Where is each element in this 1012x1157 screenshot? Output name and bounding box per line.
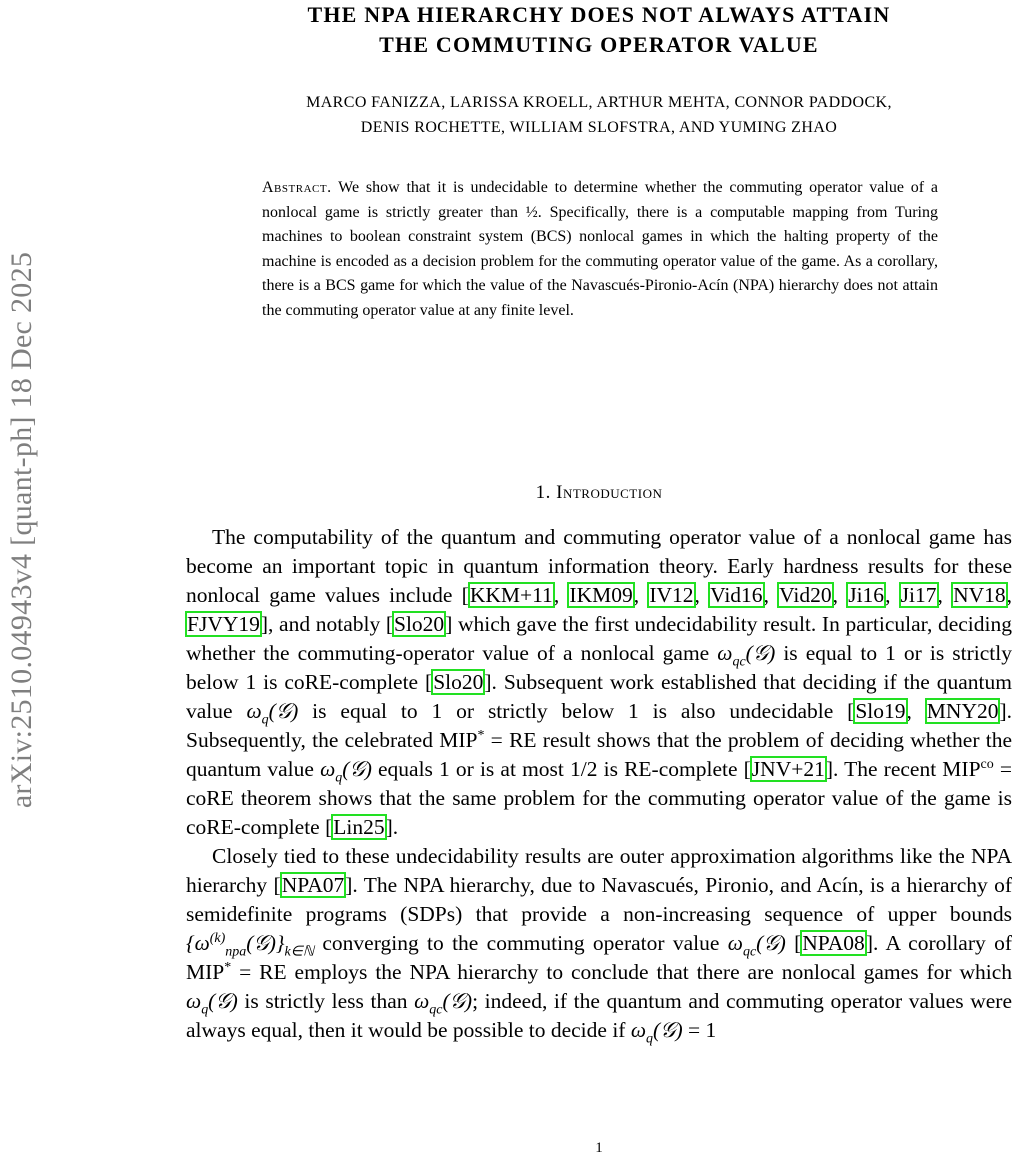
citation-vid16[interactable]: Vid16 (710, 583, 763, 607)
citation-slo20-2[interactable]: Slo20 (433, 670, 484, 694)
citation-fjvy19[interactable]: FJVY19 (187, 612, 260, 636)
author-line-2: DENIS ROCHETTE, WILLIAM SLOFSTRA, AND YUMING ZHAO (360, 119, 838, 136)
abstract (262, 176, 938, 323)
paper-title-line-1: THE NPA HIERARCHY DOES NOT ALWAYS ATTAIN (307, 2, 891, 27)
citation-nv18[interactable]: NV18 (953, 583, 1006, 607)
citation-npa08[interactable]: NPA08 (802, 931, 865, 955)
citation-slo19[interactable]: Slo19 (855, 699, 906, 723)
introduction-body (186, 523, 1012, 1045)
citation-iv12[interactable]: IV12 (649, 583, 694, 607)
section-number: 1. (535, 482, 551, 503)
author-list (186, 90, 1012, 140)
citation-mny20[interactable]: MNY20 (926, 699, 999, 723)
citation-ji16[interactable]: Ji16 (848, 583, 885, 607)
citation-slo20[interactable]: Slo20 (394, 612, 445, 636)
citation-kkm11[interactable]: KKM+11 (469, 583, 553, 607)
paper-title-line-2: THE COMMUTING OPERATOR VALUE (379, 32, 819, 57)
paragraph-2: Closely tied to these undecidability results are outer approximation algorithms like the NPA hierarchy [NPA07]. The NPA hierarchy, due to Navascués, Pironio, and Acín, is a hierarchy of semidefinite programs (SDPs) that provide a non-increasing sequence of upper bounds $\{\omega^{(k)}_{npa}(𝒢)\}_{k\in ℕ}$ converging to the commuting operator value $\omega_{qc}(𝒢)$ [NPA08]. A corollary of MIP* = RE employs the NPA hierarchy to conclude that there are nonlocal games for which $\omega_q(𝒢)$ is strictly less than $\omega_{qc}(𝒢)$; indeed, if the quantum and commuting operator values were always equal, then it would be possible to decide if $\omega_q(𝒢) = 1$ (186, 844, 1012, 1047)
abstract-text: We show that it is undecidable to determine whether the commuting operator value of a nonlocal game is strictly greater than ½. Specifically, there is a computable mapping from Turing machines to boolean constraint system (BCS) nonlocal games in which the halting property of the machine is encoded as a decision problem for the commuting operator value of the game. As a corollary, there is a BCS game for which the value of the Navascués-Pironio-Acín (NPA) hierarchy does not attain the commuting operator value at any finite level. (262, 179, 939, 319)
citation-lin25[interactable]: Lin25 (333, 815, 385, 839)
paragraph-1: The computability of the quantum and commuting operator value of a nonlocal game has become an important topic in quantum information theory. Early hardness results for these nonlocal game values include [KKM+11, IKM09, IV12, Vid16, Vid20, Ji16, Ji17, NV18, FJVY19], and notably [Slo20] which gave the first undecidability result. In particular, deciding whether the commuting-operator value of a nonlocal game $\omega_{qc}(𝒢)$ is equal to 1 or is strictly below 1 is coRE-complete [Slo20]. Subsequent work established that deciding if the quantum value $\omega_q(𝒢)$ is equal to 1 or strictly below 1 is also undecidable [Slo19, MNY20]. Subsequently, the celebrated MIP* = RE result shows that the problem of deciding whether the quantum value $\omega_q(𝒢)$ equals 1 or is at most 1/2 is RE-complete [JNV+21]. The recent $MIP^{co}$ = coRE theorem shows that the same problem for the commuting operator value of the game is coRE-complete [Lin25]. (186, 525, 1012, 839)
section-heading (186, 482, 1012, 504)
page-number: 1 (595, 1140, 603, 1156)
citation-jnv21[interactable]: JNV+21 (751, 757, 825, 781)
abstract-label: Abstract. (262, 179, 332, 196)
author-line-1: MARCO FANIZZA, LARISSA KROELL, ARTHUR MEHTA, CONNOR PADDOCK, (306, 94, 892, 111)
citation-npa07[interactable]: NPA07 (281, 873, 345, 897)
citation-ikm09[interactable]: IKM09 (569, 583, 633, 607)
section-title: Introduction (556, 482, 663, 503)
arxiv-identifier-text: arXiv:2510.04943v4 [quant-ph] 18 Dec 2025 (5, 251, 38, 809)
arxiv-identifier (0, 0, 44, 1156)
paper-title (186, 0, 1012, 60)
citation-ji17[interactable]: Ji17 (900, 583, 937, 607)
citation-vid20[interactable]: Vid20 (779, 583, 832, 607)
